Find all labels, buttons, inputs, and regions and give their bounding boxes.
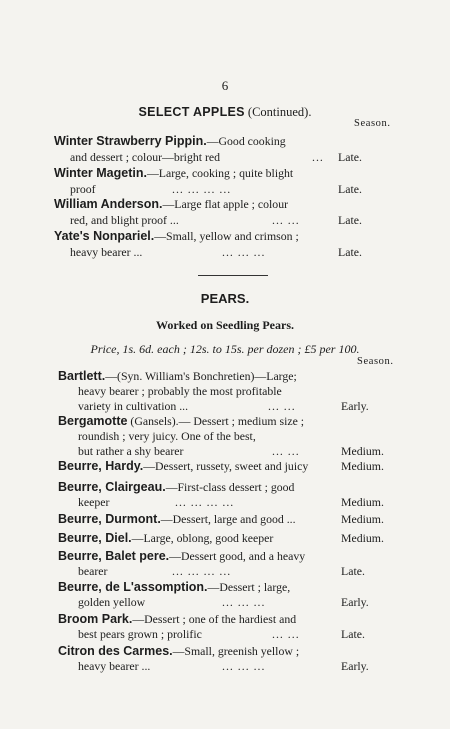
apple-name: William Anderson. — [54, 197, 163, 211]
leader-dots: ... ... ... ... — [172, 564, 232, 578]
pear-desc-cont: best pears grown ; prolific — [78, 627, 202, 641]
apple-desc-cont: red, and blight proof ... — [70, 213, 179, 227]
pear-name: Beurre, Durmont. — [58, 512, 161, 526]
leader-dots: ... ... ... ... — [175, 495, 235, 509]
apple-season: Late. — [338, 245, 362, 259]
apple-name: Yate's Nonpariel. — [54, 229, 155, 243]
apple-name: Winter Magetin. — [54, 166, 147, 180]
apple-desc-cont: proof — [70, 182, 96, 196]
pear-desc-cont: keeper — [78, 495, 110, 509]
pear-name: Beurre, de L'assomption. — [58, 580, 208, 594]
leader-dots: ... ... ... — [222, 245, 266, 259]
apple-season: Late. — [338, 213, 362, 227]
pear-season: Early. — [341, 659, 369, 673]
pear-name: Beurre, Balet pere. — [58, 549, 170, 563]
pears-title: PEARS. — [200, 291, 250, 306]
pear-desc: —First-class dessert ; good — [165, 480, 295, 494]
pear-desc: —Dessert ; one of the hardiest and — [132, 612, 297, 626]
pear-season: Early. — [341, 595, 369, 609]
leader-dots: ... ... — [272, 444, 300, 458]
pear-name: Beurre, Clairgeau. — [58, 480, 166, 494]
apple-desc-cont: and dessert ; colour—bright red — [70, 150, 221, 164]
leader-dots: ... ... — [268, 399, 296, 413]
leader-dots: ... ... ... — [222, 659, 266, 673]
apple-desc: —Large, cooking ; quite blight — [146, 166, 294, 180]
pear-desc: —Dessert good, and a heavy — [169, 549, 306, 563]
apple-desc-cont: heavy bearer ... — [70, 245, 143, 259]
pear-season: Medium. — [341, 512, 384, 526]
pear-desc: —Small, greenish yellow ; — [172, 644, 300, 658]
pear-season: Medium. — [341, 444, 384, 458]
pear-name: Beurre, Diel. — [58, 531, 132, 545]
apple-desc: —Good cooking — [206, 134, 286, 148]
pear-desc-cont: bearer — [78, 564, 108, 578]
page-number: 6 — [221, 78, 229, 93]
apple-desc: —Large flat apple ; colour — [162, 197, 289, 211]
apple-desc: —Small, yellow and crimson ; — [154, 229, 299, 243]
apple-season: Late. — [338, 182, 362, 196]
pear-desc: —Dessert, russety, sweet and juicy — [143, 459, 309, 473]
pear-name: Bartlett. — [58, 369, 106, 383]
pear-desc-cont: roundish ; very juicy. One of the best, — [78, 429, 256, 443]
pears-season-header: Season. — [357, 356, 394, 367]
pear-name: Citron des Carmes. — [58, 644, 173, 658]
apple-season: Late. — [338, 150, 362, 164]
pears-subtitle: Worked on Seedling Pears. — [155, 318, 294, 332]
pear-desc: —Dessert ; large, — [207, 580, 291, 594]
section-divider — [198, 275, 268, 276]
leader-dots: ... ... ... — [222, 595, 266, 609]
leader-dots: ... ... ... ... — [172, 182, 232, 196]
pear-season: Medium. — [341, 495, 384, 509]
pears-price: Price, 1s. 6d. each ; 12s. to 15s. per dozen ; £5 per 100. — [90, 342, 360, 356]
apple-name: Winter Strawberry Pippin. — [54, 134, 207, 148]
pear-name: Beurre, Hardy. — [58, 459, 144, 473]
apples-subtitle: (Continued). — [247, 105, 312, 119]
pear-desc-cont: golden yellow — [78, 595, 146, 609]
pear-name: Bergamotte — [58, 414, 128, 428]
pear-desc: (Gansels).— Dessert ; medium size ; — [127, 414, 305, 428]
pear-season: Medium. — [341, 459, 384, 473]
leader-dots: ... — [312, 150, 324, 164]
pear-desc-cont: variety in cultivation ... — [78, 399, 189, 413]
pear-desc: —Dessert, large and good ... — [160, 512, 296, 526]
pear-desc-cont: heavy bearer ; probably the most profitable — [78, 384, 282, 398]
pear-desc-cont: but rather a shy bearer — [78, 444, 184, 458]
pear-season: Medium. — [341, 531, 384, 545]
pear-name: Broom Park. — [58, 612, 133, 626]
leader-dots: ... ... — [272, 213, 300, 227]
pear-desc: —(Syn. William's Bonchretien)—Large; — [105, 369, 297, 383]
pear-season: Early. — [341, 399, 369, 413]
apples-season-header: Season. — [354, 118, 391, 129]
pear-desc: —Large, oblong, good keeper — [131, 531, 274, 545]
pear-season: Late. — [341, 627, 365, 641]
pear-season: Late. — [341, 564, 365, 578]
apples-title: SELECT APPLES — [138, 105, 245, 119]
leader-dots: ... ... — [272, 627, 300, 641]
pear-desc-cont: heavy bearer ... — [78, 659, 151, 673]
